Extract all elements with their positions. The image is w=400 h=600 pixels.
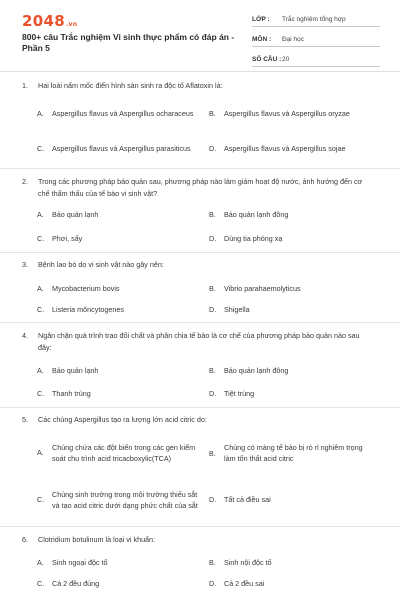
question-divider — [0, 526, 400, 527]
option-letter: C. — [37, 578, 45, 588]
question-body: Các chủng Aspergillus tạo ra lượng lớn acid citric do: — [38, 415, 207, 424]
logo-main-text: 2048 — [22, 12, 65, 30]
meta-key: LỚP : — [252, 15, 270, 23]
logo-suffix-text: .vn — [65, 21, 78, 28]
option-letter: C. — [37, 304, 45, 314]
question-5-text — [22, 414, 377, 426]
option-letter: B. — [209, 209, 216, 219]
option-5c[interactable] — [37, 483, 202, 516]
option-letter: C. — [37, 143, 45, 153]
option-4d[interactable] — [209, 387, 374, 399]
question-1-text — [22, 80, 377, 92]
option-2c[interactable] — [37, 232, 202, 244]
document-title: 800+ câu Trắc nghiệm Vi sinh thực phẩm có đáp án - Phần 5 — [22, 32, 235, 53]
option-text: Bảo quản lạnh đông — [224, 365, 289, 375]
meta-row-subject — [252, 32, 380, 47]
option-letter: D. — [209, 578, 217, 588]
option-text: Cả 2 đều đúng — [52, 578, 100, 588]
option-2d[interactable] — [209, 232, 374, 244]
option-6c[interactable] — [37, 577, 202, 589]
document-meta — [252, 12, 380, 72]
option-text: Sinh nội độc tố — [224, 557, 272, 567]
option-letter: A. — [37, 209, 44, 219]
option-text: Listeria mõncytogenes — [52, 304, 124, 314]
option-1a[interactable] — [37, 102, 202, 124]
option-text: Bảo quản lạnh — [52, 209, 99, 219]
option-1d[interactable] — [209, 137, 374, 159]
option-letter: C. — [37, 495, 45, 504]
option-text: Chủng có màng tế bào bị rò rỉ nghiêm trọng làm tổn thất acid citric — [224, 443, 363, 463]
option-letter: D. — [209, 304, 217, 314]
option-text: Cả 2 đều sai — [224, 578, 265, 588]
question-body: Ngăn chặn quá trình trao đổi chất và phân chia tế bào là cơ chế của phương pháp bảo quản nào sau đây: — [38, 331, 360, 352]
question-3-text — [22, 259, 377, 271]
meta-value: Đại học — [282, 35, 305, 43]
meta-key: SỐ CÂU : — [252, 55, 282, 63]
question-body: Clotridium botulinum là loại vi khuẩn: — [38, 535, 156, 544]
question-body: Trong các phương pháp bảo quản sau, phương pháp nào làm giảm hoạt độ nước, ảnh hưởng đến cơ chế thẩm thấu của tế bào vi sinh vật? — [38, 177, 363, 198]
question-body: Bệnh lao bò do vi sinh vật nào gây nên: — [38, 260, 164, 269]
option-text: Aspergillus flavus và Aspergillus ocharaceus — [52, 108, 194, 118]
question-number: 3. — [22, 260, 28, 269]
option-letter: D. — [209, 233, 217, 243]
question-number: 2. — [22, 177, 28, 186]
question-number: 5. — [22, 415, 28, 424]
question-4-text — [22, 330, 377, 354]
option-text: Chủng sinh trưởng trong môi trường thiếu sắt và tạo acid citric dưới dạng phức chất của sắt — [52, 489, 198, 510]
option-text: Phơi, sấy — [52, 233, 83, 243]
option-6b[interactable] — [209, 556, 374, 568]
option-4b[interactable] — [209, 364, 374, 376]
option-letter: D. — [209, 388, 217, 398]
option-letter: C. — [37, 388, 45, 398]
question-6-text — [22, 534, 377, 546]
option-text: Aspergillus flavus và Aspergillus oryzae — [224, 108, 350, 118]
question-number: 1. — [22, 81, 28, 90]
option-2b[interactable] — [209, 208, 374, 220]
option-text: Aspergillus flavus và Aspergillus parasiticus — [52, 143, 191, 153]
question-number: 6. — [22, 535, 28, 544]
option-5b[interactable] — [209, 439, 374, 467]
option-text: Mycobacterium bovis — [52, 283, 120, 293]
option-text: Bảo quản lạnh đông — [224, 209, 289, 219]
option-text: Shigella — [224, 304, 250, 314]
question-body: Hai loài nấm mốc điển hình sản sinh ra độc tố Aflatoxin là: — [38, 81, 223, 90]
option-letter: D. — [209, 494, 217, 504]
option-3b[interactable] — [209, 282, 374, 294]
option-5d[interactable] — [209, 493, 374, 505]
option-letter: B. — [209, 365, 216, 375]
option-letter: B. — [209, 448, 216, 458]
option-3a[interactable] — [37, 282, 202, 294]
meta-value: 20 — [282, 55, 290, 63]
question-divider — [0, 168, 400, 169]
option-3c[interactable] — [37, 303, 202, 315]
option-text: Tiệt trùng — [224, 388, 255, 398]
option-letter: C. — [37, 233, 45, 243]
option-4a[interactable] — [37, 364, 202, 376]
option-text: Chủng chứa các đột biến trong các gen kiểm soát chu trình acid tricacboxylic(TCA) — [52, 442, 196, 463]
document-header — [0, 0, 400, 72]
option-letter: A. — [37, 108, 44, 118]
option-letter: A. — [37, 557, 44, 567]
option-letter: B. — [209, 557, 216, 567]
option-text: Dùng tia phóng xạ — [224, 233, 283, 243]
option-letter: A. — [37, 365, 44, 375]
question-divider — [0, 407, 400, 408]
option-1c[interactable] — [37, 137, 202, 159]
option-letter: B. — [209, 283, 216, 293]
question-divider — [0, 252, 400, 253]
option-3d[interactable] — [209, 303, 374, 315]
meta-value: Trắc nghiệm tổng hợp — [282, 15, 346, 23]
question-number: 4. — [22, 331, 28, 340]
option-letter: D. — [209, 143, 217, 153]
question-divider — [0, 322, 400, 323]
option-6a[interactable] — [37, 556, 202, 568]
option-text: Vibrio parahaemolyticus — [224, 283, 301, 293]
option-5a[interactable] — [37, 436, 202, 469]
option-letter: A. — [37, 448, 44, 457]
header-divider — [0, 71, 400, 72]
option-letter: A. — [37, 283, 44, 293]
option-6d[interactable] — [209, 577, 374, 589]
option-1b[interactable] — [209, 102, 374, 124]
option-letter: B. — [209, 108, 216, 118]
option-4c[interactable] — [37, 387, 202, 399]
option-2a[interactable] — [37, 208, 202, 220]
option-text: Aspergillus flavus và Aspergillus sojae — [224, 143, 346, 153]
meta-row-class — [252, 12, 380, 27]
option-text: Sinh ngoại độc tố — [52, 557, 108, 567]
meta-key: MÔN : — [252, 35, 272, 43]
option-text: Tất cả điều sai — [224, 494, 271, 504]
option-text: Bảo quản lạnh — [52, 365, 99, 375]
site-logo[interactable] — [22, 12, 77, 30]
option-text: Thanh trùng — [52, 388, 91, 398]
question-2-text — [22, 176, 377, 200]
meta-row-count — [252, 52, 380, 67]
